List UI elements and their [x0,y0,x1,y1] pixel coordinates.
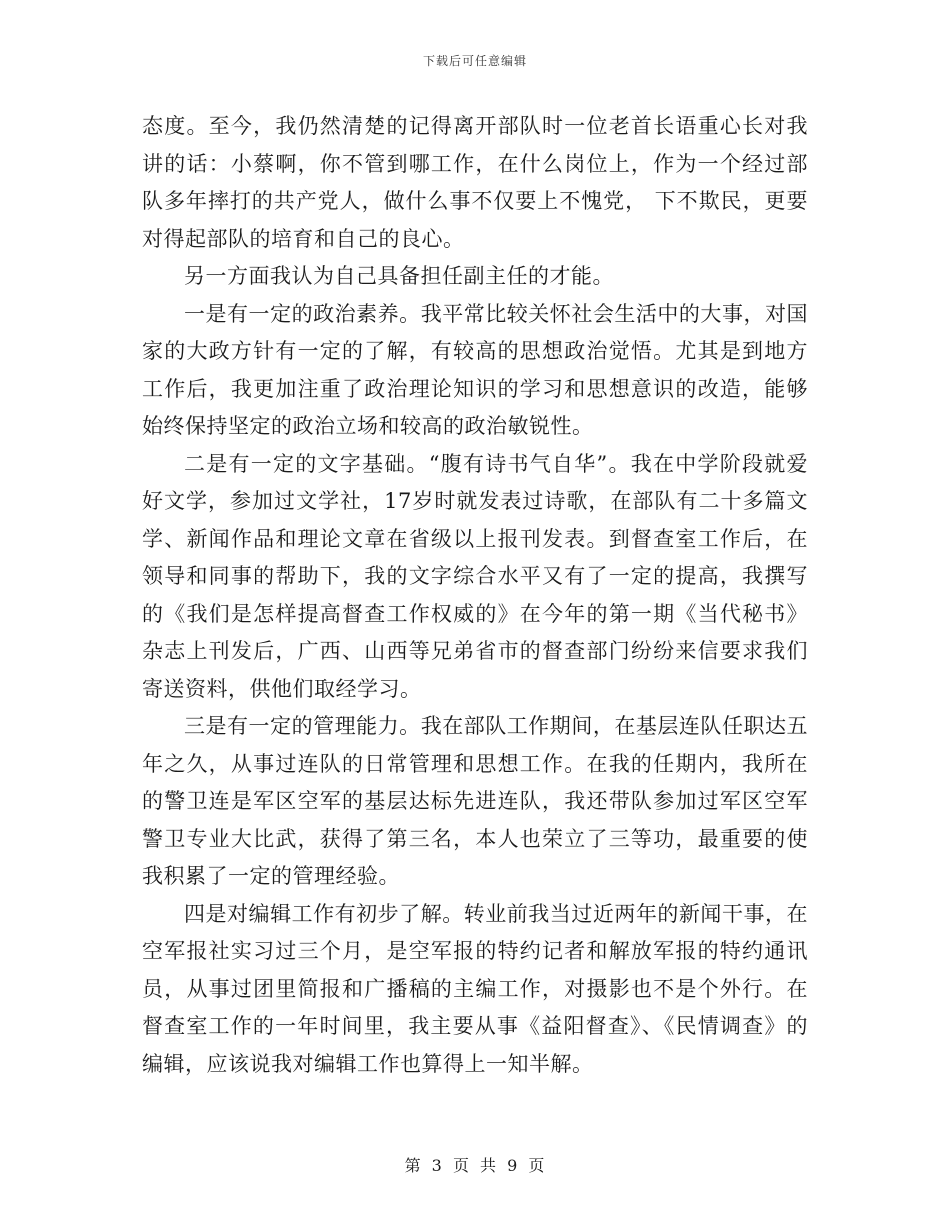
document-body [142,108,808,1083]
paragraph-3: 一是有一定的政治素养。我平常比较关怀社会生活中的大事，对国家的大政方针有一定的了解，有较高的思想政治觉悟。尤其是到地方工作后，我更加注重了政治理论知识的学习和思想意识的改造，能够始终保持坚定的政治立场和较高的政治敏锐性。 [142,301,808,438]
page-header: 下载后可任意编辑 [422,54,527,68]
paragraph-4: 二是有一定的文字基础。“腹有诗书气自华”。我在中学阶段就爱好文学，参加过文学社，17岁时就发表过诗歌，在部队有二十多篇文学、新闻作品和理论文章在省级以上报刊发表。到督查室工作后，在领导和同事的帮助下，我的文字综合水平又有了一定的提高，我撰写的《我们是怎样提高督查工作权威的》在今年的第一期《当代秘书》杂志上刊发后，广西、山西等兄弟省市的督查部门纷纷来信要求我们寄送资料，供他们取经学习。 [142,451,808,701]
paragraph-1: 态度。至今，我仍然清楚的记得离开部队时一位老首长语重心长对我讲的话：小蔡啊，你不管到哪工作，在什么岗位上，作为一个经过部队多年摔打的共产党人，做什么事不仅要上不愧党， 下不欺民，更要对得起部队的培育和自己的良心。 [142,114,808,251]
page-number-footer: 第 3 页 共 9 页 [404,1156,546,1175]
paragraph-2: 另一方面我认为自己具备担任副主任的才能。 [184,264,614,288]
paragraph-6: 四是对编辑工作有初步了解。转业前我当过近两年的新闻干事，在空军报社实习过三个月，是空军报的特约记者和解放军报的特约通讯员，从事过团里简报和广播稿的主编工作，对摄影也不是个外行。在督查室工作的一年时间里，我主要从事《益阳督查》、《民情调查》的编辑，应该说我对编辑工作也算得上一知半解。 [142,901,808,1076]
paragraph-5: 三是有一定的管理能力。我在部队工作期间，在基层连队任职达五年之久，从事过连队的日常管理和思想工作。在我的任期内，我所在的警卫连是军区空军的基层达标先进连队，我还带队参加过军区空军警卫专业大比武，获得了第三名，本人也荣立了三等功，最重要的使我积累了一定的管理经验。 [142,714,808,888]
